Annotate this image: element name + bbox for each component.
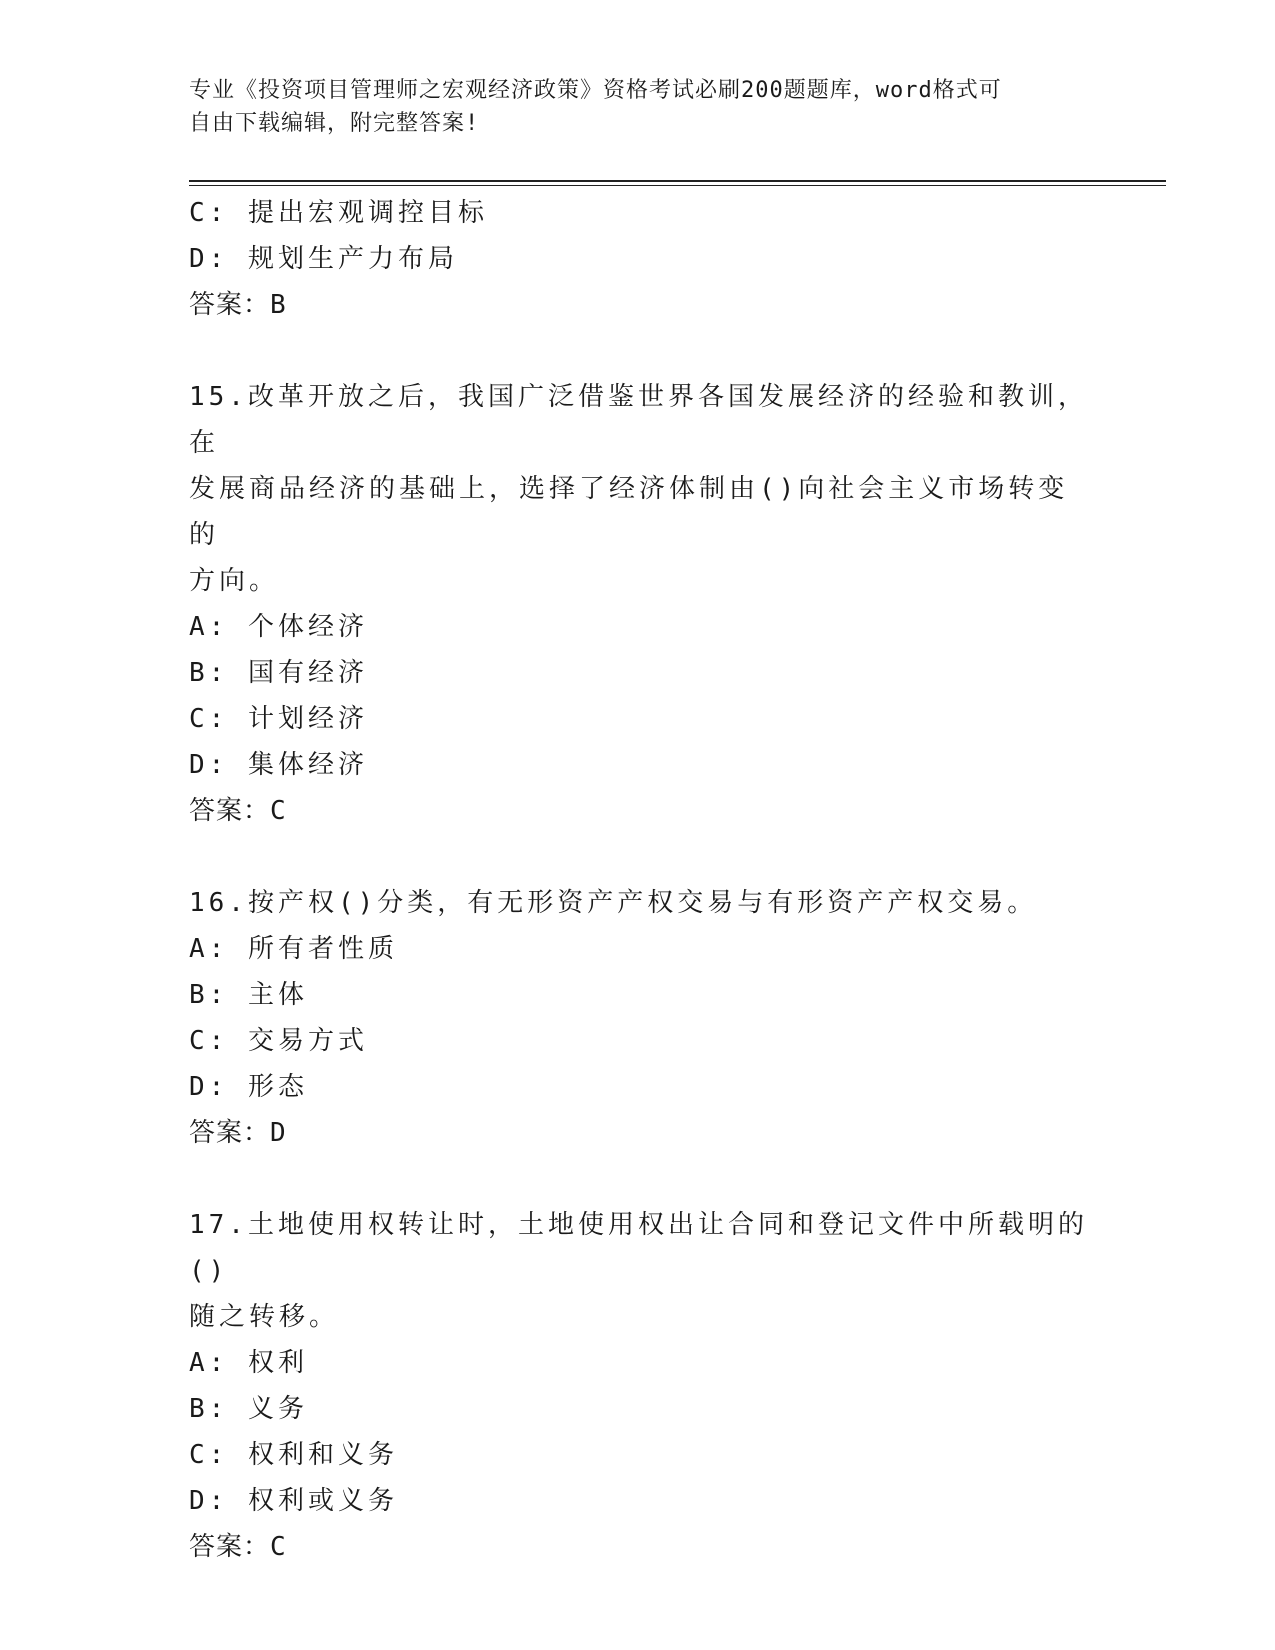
header-line-1: 专业《投资项目管理师之宏观经济政策》资格考试必刷200题题库，word格式可: [189, 78, 1002, 103]
option-a: A: 所有者性质: [189, 934, 398, 964]
answer-label: 答案：: [189, 290, 271, 320]
answer-value: C: [270, 796, 287, 826]
question-stem-line: 随之转移。: [189, 1302, 340, 1332]
answer-value: C: [270, 1532, 287, 1562]
question-stem-line: 方向。: [189, 566, 280, 596]
document-header: [189, 74, 1089, 140]
answer-value: B: [270, 290, 287, 320]
header-divider: [189, 180, 1166, 186]
answer-label: 答案：: [189, 1118, 271, 1148]
answer-line: [189, 788, 1089, 834]
answer-label: 答案：: [189, 1532, 271, 1562]
option-d: D: 权利或义务: [189, 1486, 398, 1516]
option-c: C: 提出宏观调控目标: [189, 198, 488, 228]
question-stem-line: 17.土地使用权转让时，土地使用权出让合同和登记文件中所载明的(): [189, 1210, 1088, 1286]
spacer: [189, 328, 1089, 374]
option-b: B: 义务: [189, 1394, 308, 1424]
option-b: B: 主体: [189, 980, 308, 1010]
answer-line: [189, 1110, 1089, 1156]
option-d: D: 形态: [189, 1072, 308, 1102]
option-a: A: 个体经济: [189, 612, 368, 642]
question-15: [189, 374, 1089, 834]
spacer: [189, 834, 1089, 880]
answer-label: 答案：: [189, 796, 271, 826]
header-line-2: 自由下载编辑，附完整答案!: [189, 111, 480, 136]
option-c: C: 权利和义务: [189, 1440, 398, 1470]
question-stem-line: 16.按产权()分类，有无形资产产权交易与有形资产产权交易。: [189, 888, 1038, 918]
option-a: A: 权利: [189, 1348, 308, 1378]
spacer: [189, 1156, 1089, 1202]
option-c: C: 交易方式: [189, 1026, 368, 1056]
option-c: C: 计划经济: [189, 704, 368, 734]
question-stem-line: 发展商品经济的基础上，选择了经济体制由()向社会主义市场转变的: [189, 474, 1069, 550]
answer-line: [189, 282, 1089, 328]
question-16: [189, 880, 1089, 1156]
question-stem-line: 15.改革开放之后，我国广泛借鉴世界各国发展经济的经验和教训，在: [189, 382, 1088, 458]
option-b: B: 国有经济: [189, 658, 368, 688]
question-17: [189, 1202, 1089, 1570]
question-content: [189, 190, 1089, 1570]
answer-line: [189, 1524, 1089, 1570]
option-d: D: 集体经济: [189, 750, 368, 780]
answer-value: D: [270, 1118, 287, 1148]
option-d: D: 规划生产力布局: [189, 244, 458, 274]
